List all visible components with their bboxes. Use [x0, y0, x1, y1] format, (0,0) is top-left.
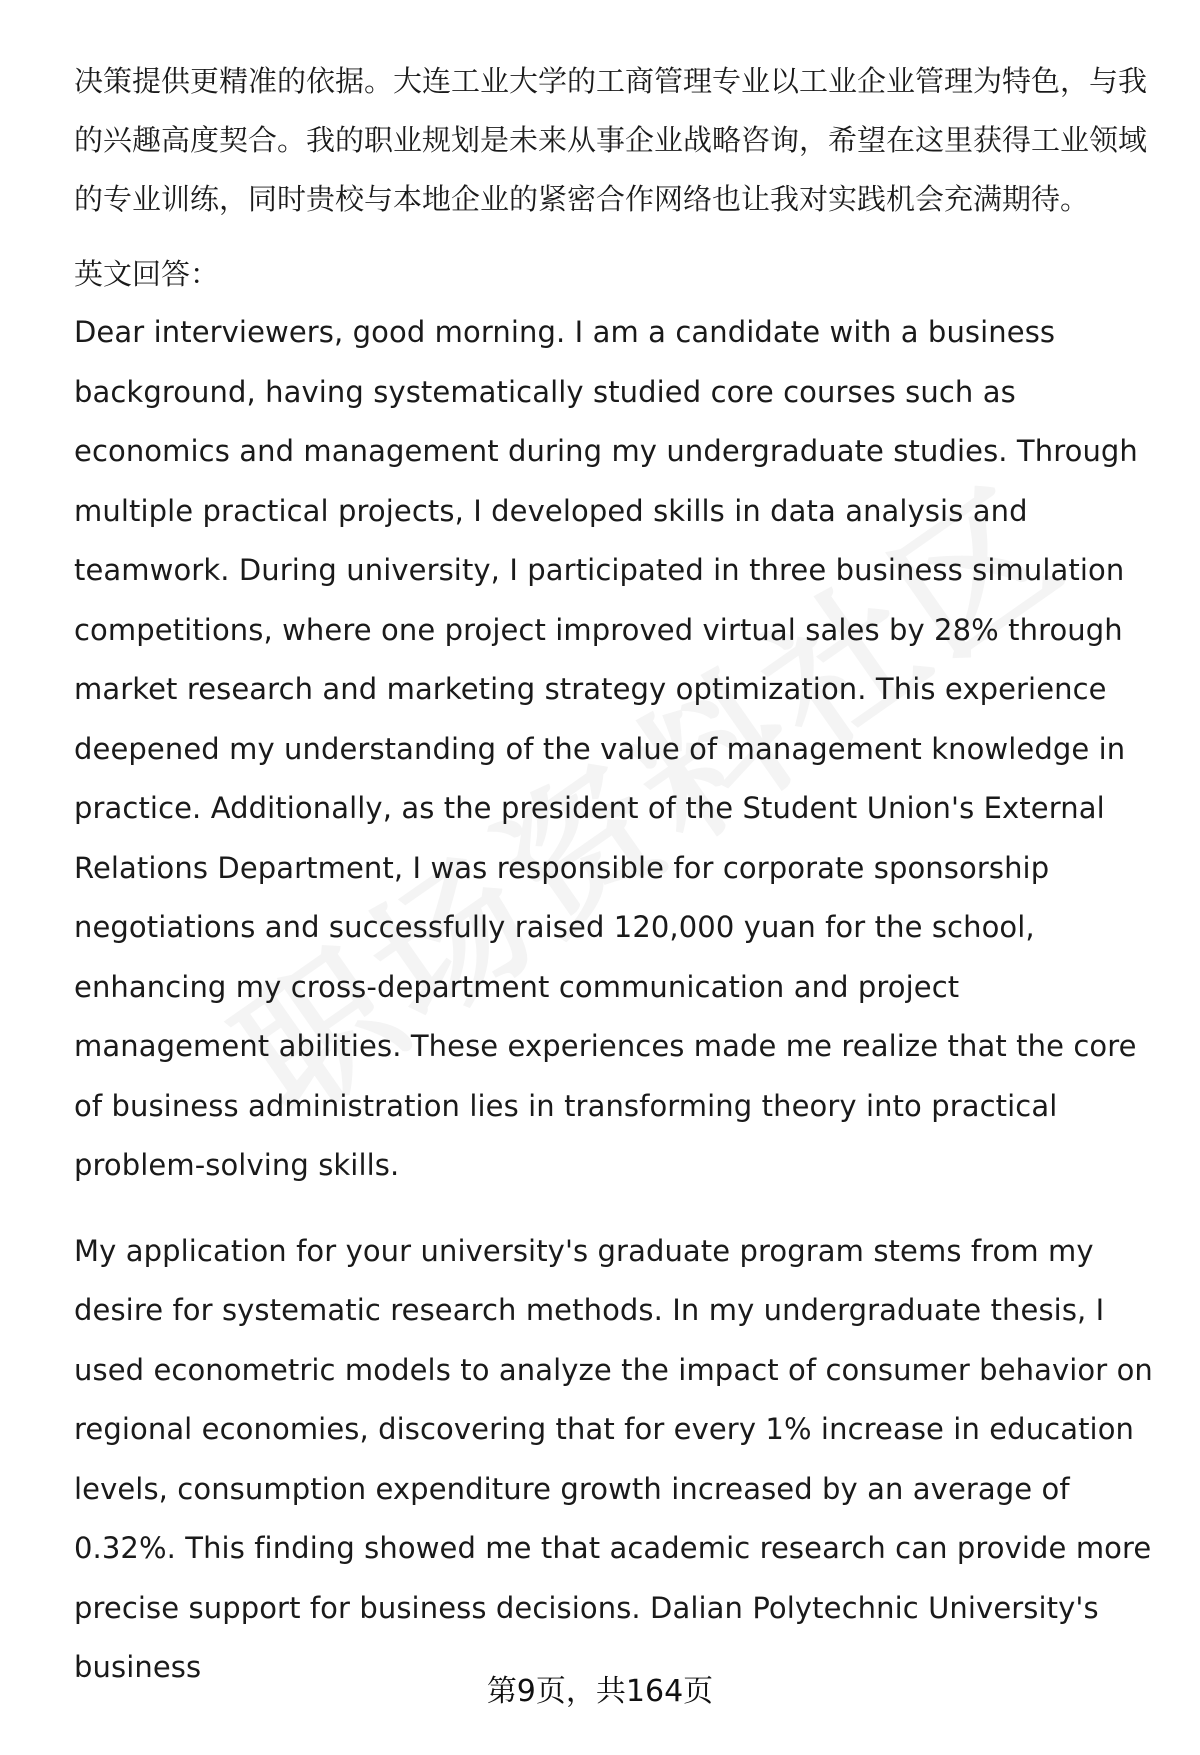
english-paragraph-1: Dear interviewers, good morning. I am a candidate with a business background, having systematically studied core courses such as economics and management during my undergraduate studies. Through multiple practical projects, I developed skills in data analysis and teamwork. During university, I participated in three business simulation competitions, where one project improved virtual sales by 28% through market research and marketing strategy optimization. This experience deepened my understanding of the value of management knowledge in practice. Additionally, as the president of the Student Union's External Relations Department, I was responsible for corporate sponsorship negotiations and successfully raised 120,000 yuan for the school, enhancing my cross-department communication and project management abilities. These experiences made me realize that the core of business administration lies in transforming theory into practical problem-solving skills.	[74, 315, 1138, 1182]
english-answer-label: 英文回答：	[74, 257, 220, 291]
document-body	[74, 52, 1154, 1698]
page-number: 第9页，共164页	[486, 1674, 714, 1709]
paragraph-spacer	[74, 1196, 1154, 1222]
english-paragraph-2: My application for your university's graduate program stems from my desire for systematic research methods. In my undergraduate thesis, I used econometric models to analyze the impact of consumer behavior on regional economies, discovering that for every 1% increase in education levels, consumption expenditure growth increased by an average of 0.32%. This finding showed me that academic research can provide more precise support for business decisions. Dalian Polytechnic University's business	[74, 1233, 1153, 1684]
chinese-paragraph: 决策提供更精准的依据。大连工业大学的工商管理专业以工业企业管理为特色，与我的兴趣高度契合。我的职业规划是未来从事企业战略咨询，希望在这里获得工业领域的专业训练，同时贵校与本地企业的紧密合作网络也让我对实践机会充满期待。	[74, 64, 1148, 216]
